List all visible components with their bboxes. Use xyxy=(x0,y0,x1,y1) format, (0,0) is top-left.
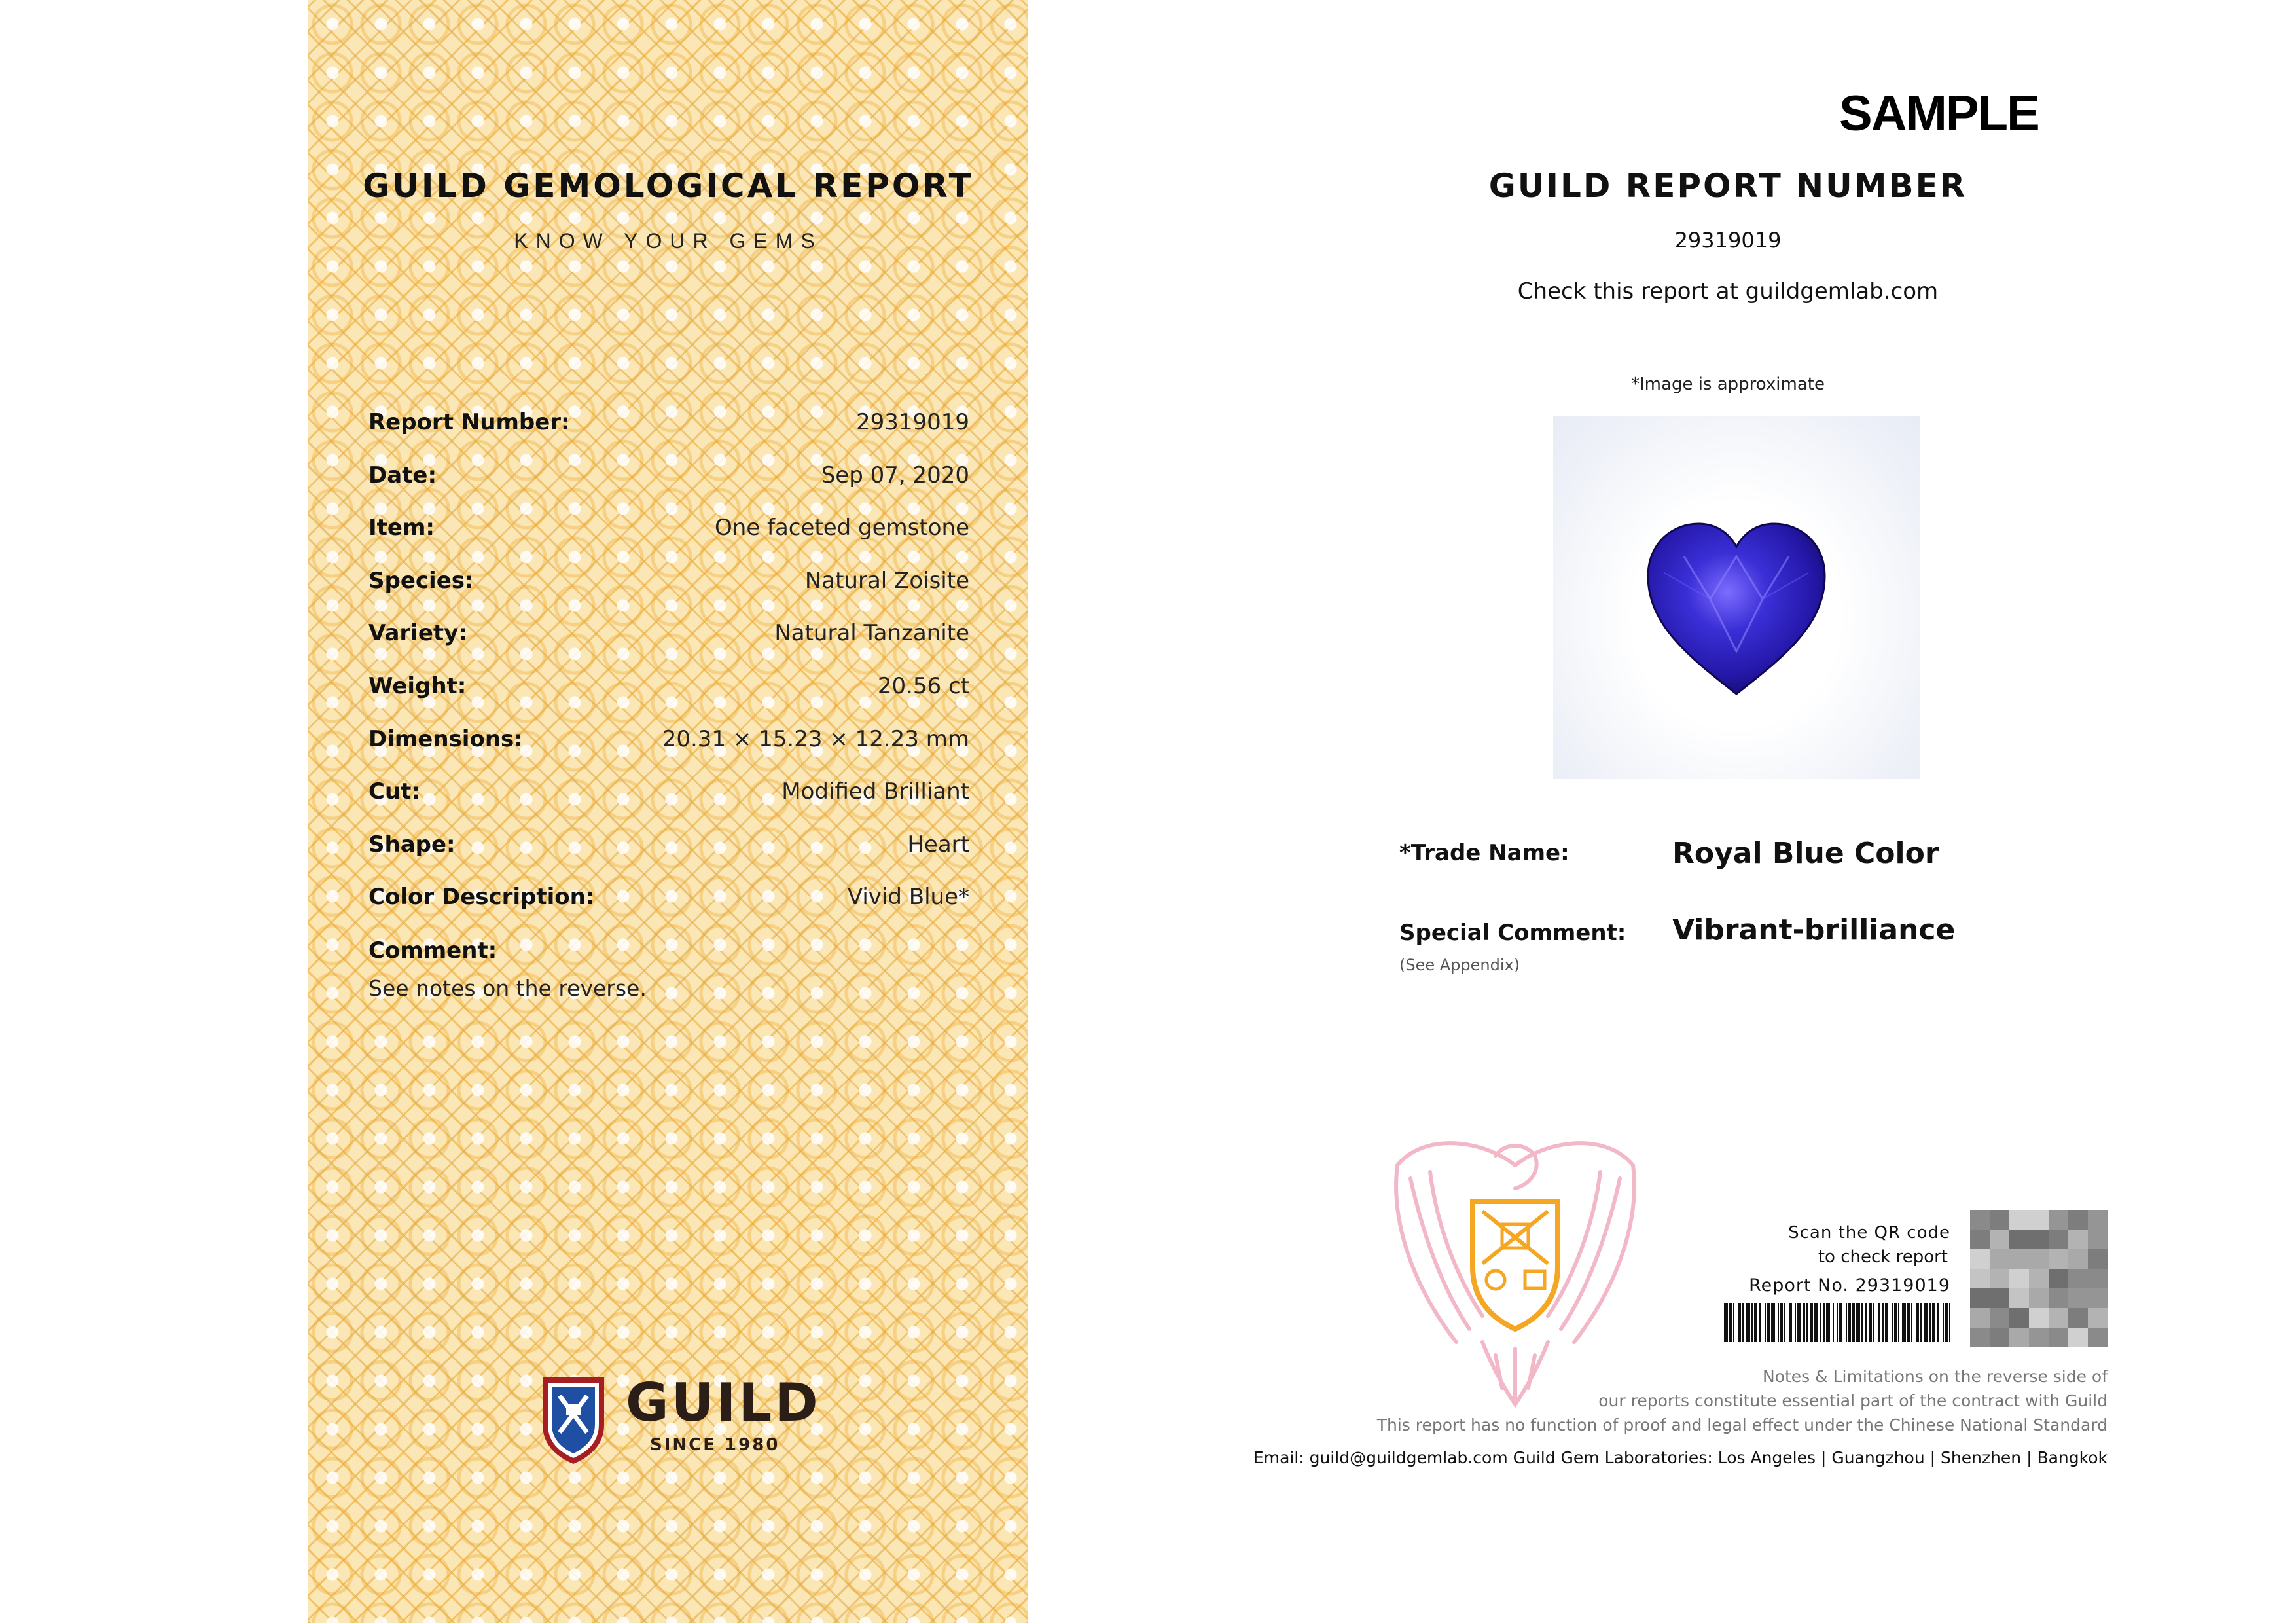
barcode-bar xyxy=(1892,1303,1893,1342)
barcode-bar xyxy=(1865,1303,1867,1342)
field-label: Variety: xyxy=(368,620,467,647)
barcode-bar xyxy=(1861,1303,1863,1342)
barcode-bar xyxy=(1837,1303,1838,1342)
qr-cell xyxy=(2009,1210,2030,1230)
trade-name-label: *Trade Name: xyxy=(1399,840,1570,866)
qr-code-icon[interactable] xyxy=(1970,1210,2108,1347)
barcode-bar xyxy=(1945,1303,1948,1342)
barcode-bar xyxy=(1839,1303,1842,1342)
special-comment-value: Vibrant-brilliance xyxy=(1672,913,1956,947)
qr-cell xyxy=(2029,1269,2049,1289)
barcode-bar xyxy=(1810,1303,1813,1342)
qr-cell xyxy=(2049,1210,2069,1230)
qr-cell xyxy=(2088,1249,2108,1269)
qr-cell xyxy=(2049,1288,2069,1309)
qr-cell xyxy=(2088,1328,2108,1347)
barcode-bar xyxy=(1738,1303,1741,1342)
qr-cell xyxy=(1970,1269,1990,1289)
logo-name: GUILD xyxy=(626,1372,821,1433)
report-subtitle: KNOW YOUR GEMS xyxy=(514,229,823,253)
special-comment-label: Special Comment: xyxy=(1399,920,1626,946)
barcode-bar xyxy=(1894,1303,1897,1342)
barcode-bar xyxy=(1846,1303,1847,1342)
guild-logo xyxy=(537,1368,825,1467)
field-value: Modified Brilliant xyxy=(781,778,969,805)
barcode-bar xyxy=(1856,1303,1860,1342)
qr-cell xyxy=(1970,1210,1990,1230)
qr-cell xyxy=(1990,1269,2010,1289)
qr-cell xyxy=(2068,1210,2089,1230)
qr-cell xyxy=(2068,1288,2089,1309)
qr-cell xyxy=(1990,1328,2010,1347)
barcode-bar xyxy=(1878,1303,1880,1342)
qr-cell xyxy=(2029,1230,2049,1250)
qr-cell xyxy=(2009,1288,2030,1309)
barcode-bar xyxy=(1767,1303,1770,1342)
qr-cell xyxy=(1990,1230,2010,1250)
qr-cell xyxy=(2088,1308,2108,1328)
barcode-bar xyxy=(1771,1303,1775,1342)
barcode-bar xyxy=(1784,1303,1785,1342)
field-date xyxy=(368,462,969,515)
field-report-number xyxy=(368,409,969,462)
qr-cell xyxy=(2009,1230,2030,1250)
field-label: Report Number: xyxy=(368,409,570,435)
report-fields xyxy=(368,409,969,937)
field-value: Heart xyxy=(907,831,969,858)
report-number-title: GUILD REPORT NUMBER xyxy=(1488,167,1967,205)
report-left-panel xyxy=(308,0,1028,1623)
qr-cell xyxy=(2049,1269,2069,1289)
barcode-bar xyxy=(1751,1303,1753,1342)
heart-gem-icon xyxy=(1553,416,1920,779)
field-cut xyxy=(368,778,969,831)
barcode-bar xyxy=(1882,1303,1884,1342)
field-value: Sep 07, 2020 xyxy=(821,462,969,488)
barcode-bar xyxy=(1729,1303,1732,1342)
field-item xyxy=(368,515,969,568)
trade-name-value: Royal Blue Color xyxy=(1672,837,1939,870)
qr-cell xyxy=(1990,1249,2010,1269)
barcode-bar xyxy=(1924,1303,1928,1342)
qr-cell xyxy=(1990,1288,2010,1309)
barcode-bar xyxy=(1724,1303,1728,1342)
barcode-bar xyxy=(1746,1303,1750,1342)
field-label: Weight: xyxy=(368,672,467,699)
qr-cell xyxy=(2088,1269,2108,1289)
qr-scan-text: Scan the QR code xyxy=(1788,1223,1950,1243)
barcode-bar xyxy=(1814,1303,1818,1342)
barcode-bar xyxy=(1937,1303,1939,1342)
check-report-text: Check this report at guildgemlab.com xyxy=(1517,278,1939,304)
qr-cell xyxy=(2009,1269,2030,1289)
qr-cell xyxy=(2068,1328,2089,1347)
barcode-bar xyxy=(1907,1303,1910,1342)
barcode-bar xyxy=(1806,1303,1808,1342)
barcode-bar xyxy=(1885,1303,1888,1342)
qr-cell xyxy=(2049,1230,2069,1250)
qr-cell xyxy=(2068,1269,2089,1289)
logo-since: SINCE 1980 xyxy=(650,1435,780,1455)
barcode-bar xyxy=(1929,1303,1931,1342)
barcode-bar xyxy=(1765,1303,1766,1342)
barcode-bar xyxy=(1780,1303,1783,1342)
qr-check-text: to check report xyxy=(1818,1247,1948,1267)
qr-cell xyxy=(2029,1288,2049,1309)
barcode-bar xyxy=(1873,1303,1874,1342)
field-dimensions xyxy=(368,726,969,779)
barcode-bar xyxy=(1742,1303,1744,1342)
barcode-bar xyxy=(1733,1303,1734,1342)
shield-icon xyxy=(537,1374,609,1467)
report-title: GUILD GEMOLOGICAL REPORT xyxy=(363,167,974,205)
comment-label: Comment: xyxy=(368,938,497,964)
qr-cell xyxy=(2088,1230,2108,1250)
qr-cell xyxy=(2029,1210,2049,1230)
qr-cell xyxy=(1990,1308,2010,1328)
barcode-bar xyxy=(1754,1303,1757,1342)
field-weight xyxy=(368,673,969,726)
field-label: Dimensions: xyxy=(368,725,523,752)
qr-cell xyxy=(1990,1210,2010,1230)
field-label: Item: xyxy=(368,515,435,541)
qr-cell xyxy=(2068,1230,2089,1250)
qr-cell xyxy=(1970,1249,1990,1269)
qr-cell xyxy=(2088,1288,2108,1309)
qr-cell xyxy=(1970,1230,1990,1250)
comment-text: See notes on the reverse. xyxy=(368,976,647,1001)
barcode-bar xyxy=(1778,1303,1779,1342)
notes-line: our reports constitute essential part of the contract with Guild xyxy=(1598,1391,2108,1410)
appendix-note: (See Appendix) xyxy=(1399,956,1520,974)
barcode-bar xyxy=(1803,1303,1805,1342)
barcode-bar xyxy=(1869,1303,1872,1342)
field-label: Color Description: xyxy=(368,884,595,911)
footer-contact: Email: guild@guildgemlab.com Guild Gem Laboratories: Los Angeles | Guangzhou | Shenzhen | Bangkok xyxy=(1253,1448,2108,1467)
qr-report-no: Report No. 29319019 xyxy=(1749,1275,1950,1296)
field-value: 29319019 xyxy=(855,409,969,435)
barcode-bar xyxy=(1902,1303,1906,1342)
qr-cell xyxy=(2049,1249,2069,1269)
barcode-bar xyxy=(1916,1303,1919,1342)
field-color-description xyxy=(368,884,969,937)
barcode-bar xyxy=(1833,1303,1834,1342)
barcode-bar xyxy=(1943,1303,1944,1342)
field-label: Shape: xyxy=(368,831,456,858)
notes-line: Notes & Limitations on the reverse side of xyxy=(1763,1367,2108,1386)
field-value: Natural Zoisite xyxy=(804,567,969,594)
field-value: One faceted gemstone xyxy=(714,515,969,541)
field-species xyxy=(368,568,969,621)
barcode-bar xyxy=(1826,1303,1830,1342)
field-value: 20.56 ct xyxy=(877,672,969,699)
barcode-bar xyxy=(1820,1303,1821,1342)
eagle-seal-icon xyxy=(1384,1126,1646,1408)
qr-cell xyxy=(2049,1328,2069,1347)
gem-photo xyxy=(1553,416,1920,779)
qr-cell xyxy=(2049,1308,2069,1328)
field-label: Date: xyxy=(368,462,437,488)
qr-cell xyxy=(2009,1308,2030,1328)
qr-cell xyxy=(2068,1249,2089,1269)
field-value: Natural Tanzanite xyxy=(774,620,969,647)
barcode-bar xyxy=(1823,1303,1825,1342)
field-value: 20.31 × 15.23 × 12.23 mm xyxy=(662,725,969,752)
qr-cell xyxy=(1970,1288,1990,1309)
barcode-bar xyxy=(1852,1303,1855,1342)
barcode-bar xyxy=(1789,1303,1792,1342)
qr-cell xyxy=(2088,1210,2108,1230)
field-shape xyxy=(368,831,969,884)
field-label: Species: xyxy=(368,567,474,594)
qr-cell xyxy=(2029,1308,2049,1328)
barcode-bar xyxy=(1932,1303,1935,1342)
qr-cell xyxy=(2029,1328,2049,1347)
notes-line: This report has no function of proof and legal effect under the Chinese National Standard xyxy=(1376,1415,2108,1434)
field-value: Vivid Blue* xyxy=(847,884,969,911)
qr-cell xyxy=(2009,1249,2030,1269)
barcode-bar xyxy=(1759,1303,1761,1342)
qr-cell xyxy=(1970,1308,1990,1328)
report-number: 29319019 xyxy=(1674,228,1782,253)
barcode-bar xyxy=(1949,1303,1950,1342)
barcode-bar xyxy=(1848,1303,1851,1342)
sample-watermark: SAMPLE xyxy=(1839,86,2039,141)
field-label: Cut: xyxy=(368,778,421,805)
barcode-bar xyxy=(1911,1303,1912,1342)
qr-cell xyxy=(1970,1328,1990,1347)
barcode-bar xyxy=(1795,1303,1796,1342)
barcode-icon xyxy=(1724,1303,1950,1342)
barcode-bar xyxy=(1797,1303,1801,1342)
qr-cell xyxy=(2029,1249,2049,1269)
field-variety xyxy=(368,620,969,673)
barcode-bar xyxy=(1898,1303,1899,1342)
qr-cell xyxy=(2009,1328,2030,1347)
qr-cell xyxy=(2068,1308,2089,1328)
image-note: *Image is approximate xyxy=(1631,374,1825,394)
barcode-bar xyxy=(1920,1303,1922,1342)
